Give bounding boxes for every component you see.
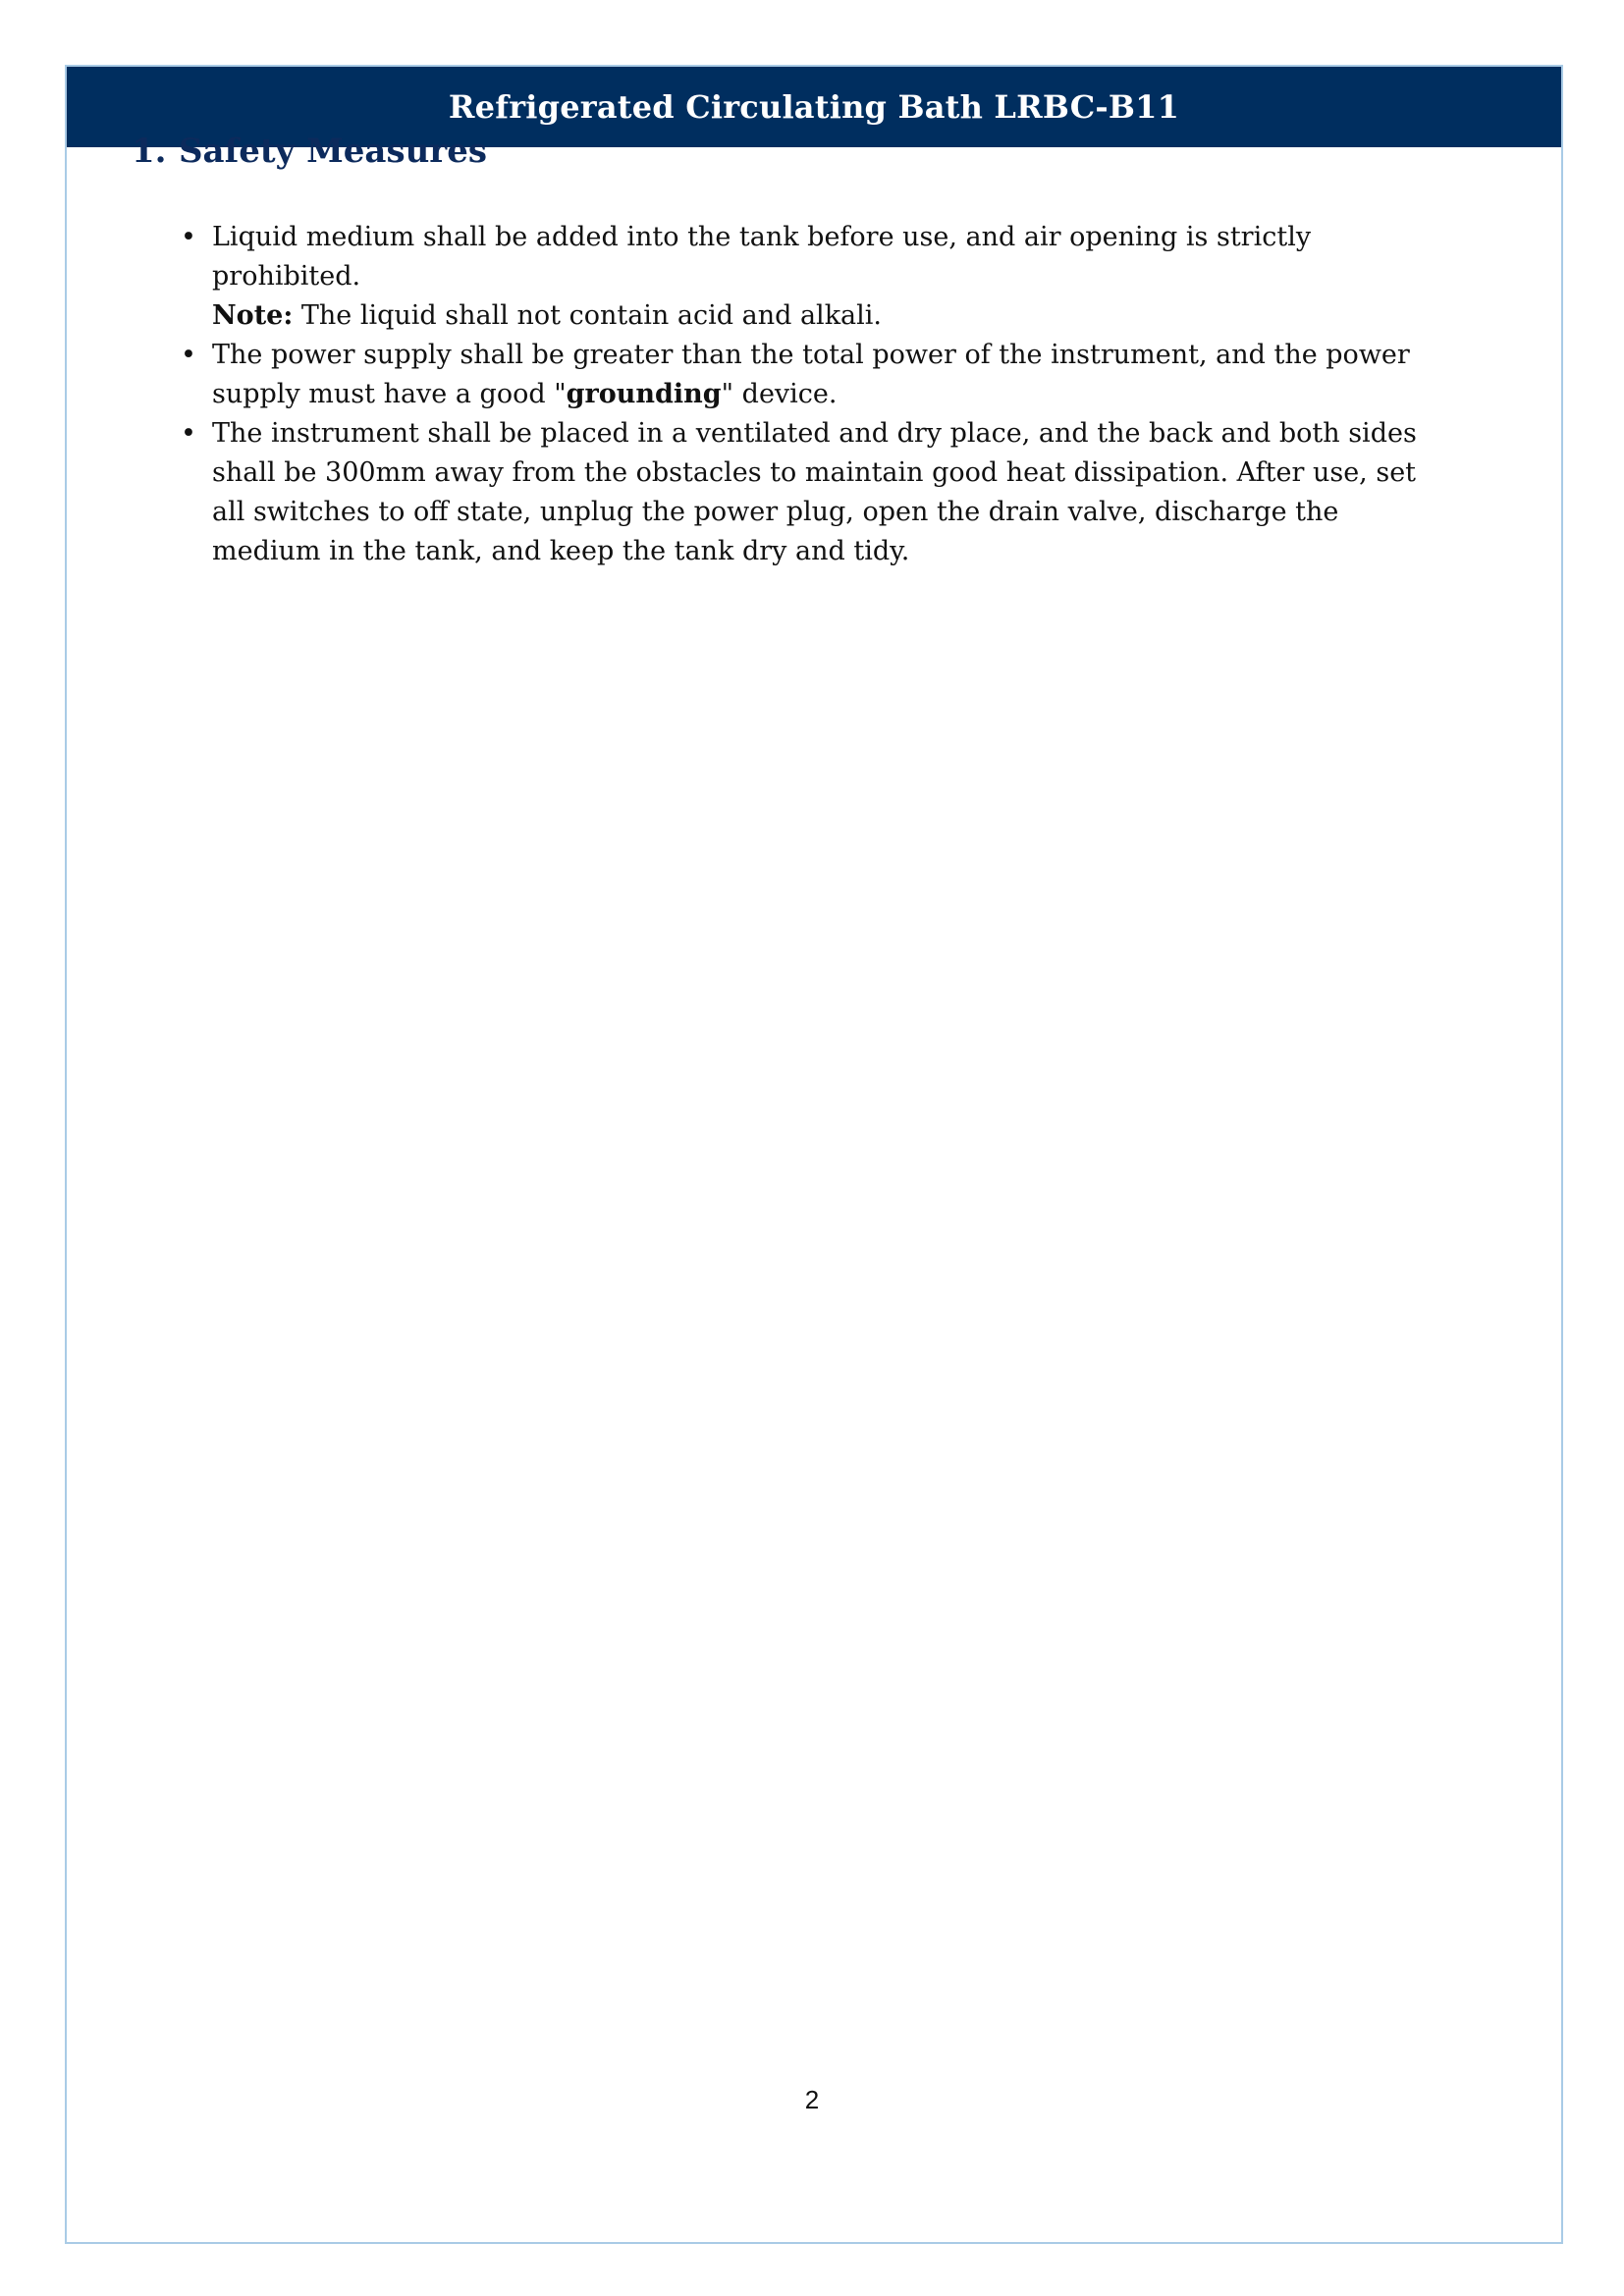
note-line	[212, 296, 1453, 336]
bullet-text: The instrument shall be placed in a ventilated and dry place, and the back and both sides shall be 300mm away from the obstacles to maintain good heat dissipation. After use, set all switches to off state, unplug the power plug, open the drain valve, discharge the medium in the tank, and keep the tank dry and tidy.	[212, 418, 1417, 566]
note-text: The liquid shall not contain acid and alkali.	[293, 300, 883, 331]
list-item	[177, 414, 1453, 571]
bullet-icon: •	[181, 418, 196, 449]
bullet-icon: •	[181, 340, 196, 370]
bullet-text: Liquid medium shall be added into the tank before use, and air opening is strictly prohibited.	[212, 222, 1312, 292]
page-number: 2	[804, 2085, 820, 2114]
safety-bullet-list	[177, 218, 1453, 571]
section-number: 1.	[132, 132, 167, 171]
note-label: Note:	[212, 300, 294, 331]
section-heading	[132, 132, 487, 171]
list-item	[177, 336, 1453, 414]
bullet-text-after: " device.	[721, 379, 838, 409]
list-item	[177, 218, 1453, 336]
bullet-icon: •	[181, 222, 196, 252]
section-title: Safety Measures	[179, 132, 487, 171]
bullet-text-before: The power supply shall be greater than the total power of the instrument, and the power supply must have a good "	[212, 340, 1410, 409]
bullet-bold-term: grounding	[566, 379, 722, 409]
document-title: Refrigerated Circulating Bath LRBC-B11	[448, 88, 1180, 126]
